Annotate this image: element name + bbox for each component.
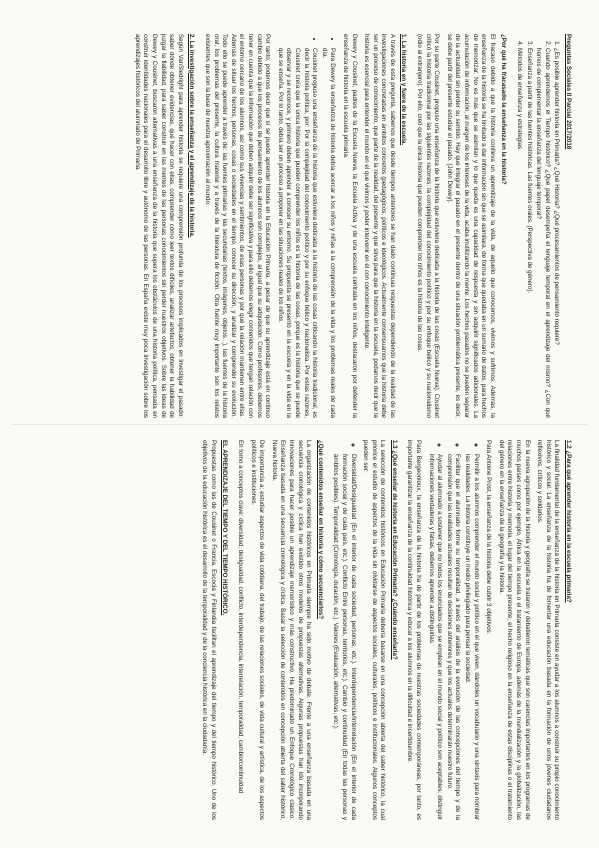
paragraph: Para Antoine Prost, la enseñanza de la historia debe cubrir 3 objetivos: xyxy=(485,440,493,635)
paragraph: La finalidad fundamental de la enseñanza de la historia en Primaria consiste en ayudar a los alumnos a construir su propio conocimiento histórico y social. La enseñanza de la historia ha de fomentar una educación basada en la formación de unos jóvenes ciudadanos reflexivos, críticos y solidarios. xyxy=(536,440,561,820)
left-column xyxy=(19,34,579,418)
paragraph: Por tanto, podemos decir que sí se puede aprender historia en la Educación Primaria, a pesar de que su aprendizaje está en continuo cambio debido a que los procesos de pensamiento de los alumnos son complejos, al igual que su adquisición. Como profesores, debemos tener en cuenta que la información que deben adquirir debe ser significativa y para ello debemos elegir contenidos que tengan relación con el entorno cercano de los alumnos, así como sus vivencias y sentimientos, de esas personas y por qué la relación mantienen entre ellas. Además de situar los hechos, personas, cosas o sociedades en el tiempo, conocer su dirección, y analizar y comprender su evolución. Todo ello se puede aprender a través de: las fuentes primarias y las secundarias (textos, imágenes, objetos...), las fuentes de la historia oral, los problemas del presente, la cultura material y a través de la literatura de ficción. Otra fuente muy importante son los relatos existentes que son la base de nuestra aproximación al mundo. xyxy=(204,34,272,418)
paragraph: En torno a conceptos clave: diversidad, desigualdad, conflicto, interdependencia, interrelación, temporalidad, cambio/continuidad xyxy=(237,440,244,794)
paragraph: Según VanSledright para aprender historia se requiere una comprensión profunda de los procesos implicados en investigar el pasado: saber dónde obtener evidencias, qué hacer con ellas, comprender cómo leer textos difíciles, analizar artefactos, obtener la habilidad de juzgar la fiabilidad, para saber construir en las mentes de las personas conocimientos sin perder nuestros objetivos. Sobre las ideas de Dewey y Cousinet, buscaron alternativas a una enseñanza de la historia que supera los obstáculos de una historia política, pensada en construir identidades nacionales para el desarrollo libre y autónomo de las personas. En España existe muy poca investigación sobre los aprendizajes históricos del alumnado de Primaria. xyxy=(133,34,184,418)
question-item: 3. Enseñanza a partir de las fuentes históricas. Las fuentes orales. (Perspectiva de género). xyxy=(524,48,533,418)
paragraph: Dewey y Cousinet, padres de la Escuela Nueva, la Escuela Activa y de una escuela centrada en los niños, destacaron por defender la enseñanza de historia en la escuela primaria. xyxy=(341,34,358,418)
column-gutter xyxy=(12,424,587,425)
paragraph: Por su parte Cousinet, propuso una enseñanza de la historia que estuviera dedicada a la historia de las cosas (Escuela Nueva). Cousinet criticó la historia tradicional por las siguientes razones: la complejidad del conocimiento político y por su enfoque bélico y su nacionalismo (odio al extranjero). Por ello, creó que la única historia que pueden comprender los niños es la historia de las cosas. xyxy=(416,34,441,418)
objective-item: ◦ Ayudar al alumnado a sostener que no todos los enunciados que se emplean en el mundo social y político son aceptables: distinguir informaciones verdaderas y falsas, debemos aprender a distinguirlas. xyxy=(426,454,443,820)
concept-list xyxy=(331,440,357,820)
paragraph: La selección de contenidos históricos en Educación Primaria debería basarse en una concepción abierta del saber histórico, la cual priorice el estudio de aspectos de la vida sin olvidarse de aspectos sociales, culturales, políticos e institucionales. Algunos conceptos pueden ser: xyxy=(362,440,387,820)
section-heading-tiempo: EL APRENDIZAJE DEL TIEMPO Y DEL TIEMPO HISTÓRICO. xyxy=(221,440,229,616)
paragraph: Para Bergeonioux, la enseñanza de la historia ha de partir de los problemas de nuestras sociedades contemporáneas, por tanto, es importante garantizar la enseñanza de la continuidad histórica y educar a los alumnos en la dificultad e incertidumbre. xyxy=(406,440,423,820)
bullet-item: • Para Dewey la enseñanza de historia debía acercar a los niños y niñas a la comprensión de la vida y los problemas reales de cada día. xyxy=(319,48,336,418)
question-item: 2. Cuando aprendemos el Tiempo histórico? ¿Qué papel desempeña el lenguaje temporal en el aprendizaje del mismo? ¿Con qué hemos de complementar la enseñanza del lenguaje temporal? xyxy=(534,48,551,418)
section-heading-fracaso: ¿Por qué ha fracasado la enseñanza en la historia? xyxy=(500,34,508,185)
question-item: 1. ¿Es posible aprender historia en Primaria? ¿Qué Historia? ¿Qué procesamientos de pensamiento requiere? xyxy=(552,48,561,418)
concept-item: ◦ Diversidad/Desigualdad (En el interior de cada sociedad, personas, etc.). Interdependencia/Interrelación (En el interior de cada formación social y de cada país, etc.). Conflicto Entre personas, territorios, etc.). Cambio y continuidad (En todas las personas y ámbitos posibles). Temporalidad (Cronología, duración, etc.). Valores (Evaluación, alternativas, etc.). xyxy=(331,454,357,820)
section-heading-1-3: 1.3 ¿Qué enseñar de historia en Educación Primaria? ¿Cuándo enseñarla? xyxy=(390,440,398,660)
objective-list xyxy=(426,440,480,820)
paragraph: En la nueva agrupación de la historia y geografía se trataron y debatieron temáticas que son carencias importantes en los programas de muchos países como por ejemplo, África en la escuela o el tratamiento de Europa, además de la mundialización y la globalización, las relaciones entre historia y memoria, el lugar del tiempo presente, el hecho religioso en la enseñanza de estas disciplinas o el tratamiento del género en la enseñanza de la geografía y la historia. xyxy=(497,440,531,820)
right-column xyxy=(19,440,579,820)
section-heading-1: 1. La historia en y fuera de la escuela. xyxy=(400,34,408,146)
section-heading-1-2: 1.2 ¿Para qué aprender historia en la escuela primaria? xyxy=(565,440,572,603)
section-heading-contenidos: ¿Qué contenidos enseñar en historia y cómo secuenciarlos? xyxy=(316,440,324,620)
bullet-item: • Cousinet propuso una enseñanza de la historia que estuviera dedicada a la historia de las cosas criticando la historia tradicional, es decir la historia política, por: Por la complejidad del conocimiento político y por su enfoque bélico y nacionalista. Por estas razones, Cousinet creía que la única historia que pueden comprender los niños es la historia de las cosas, porque es la historia que se puede observar y se reconoce, y primero deben aprender a conocer su entorno. Su propuesta se presentó en la escuela y en la vida en la que se enseña. Por lo tanto, debía ser un proceso a proponer en las situaciones reales de los niños. xyxy=(275,48,318,418)
objective-item: ◦ Permitir a los alumnos comprender el mundo social y político en el que viven, dándoles un vocabulario y una sintaxis para nombrar las realidades. La historia constituye un medio privilegiado para pensar la sociedad. xyxy=(462,454,479,820)
question-item: 4. Métodos de enseñanza y estrategias. xyxy=(514,48,523,418)
paragraph: Propuestas como las de Cousinet o Francia, Escocia y Finlandia facilitan el aprendizaje del tiempo y del tiempo histórico. Uno de los objetivos de la educación histórica es el desarrollo de la temporalidad y de la conciencia histórica en la ciudadanía. xyxy=(201,440,217,820)
bullet-list xyxy=(275,34,336,418)
document-title: Preguntas Sociales II Parcial 2017/2018 xyxy=(565,34,572,150)
section-heading-2: 2. La investigación sobre la enseñanza y el aprendizaje de la historia. xyxy=(188,34,196,238)
question-list xyxy=(514,34,560,418)
paragraph: A través de esta pregunta, sabemos que desde tiempos anteriores se han dado continuas respuestas dependiendo de la realidad de las investigaciones concretadas en ámbitos concretos (pedagógicos, políticos e ideológicos. Actualmente consensuamos que la historia debe ser un proceso de conocimiento, que parte de la realidad, del presente y que sirva para que la historia en la escuela, podamos decir que la historia es esencial para entender el mundo en el que vivimos y poder intervenir en él con conocimiento inteligente. xyxy=(363,34,396,418)
paragraph: La organización de contenidos históricos en Primaria siempre ha sido motivo de debate. Frente a una enseñanza basada en una secuencia cronológica y cíclica han existido otros modelos de propuestas alternativas. Algunas propuestas han ido incorporando innovaciones para hacer posible un aprendizaje memorístico y más constructivo. Ha predominado un Enfoque Cronológico clásico. Enseñanza basada en una secuencia cronológica y cíclica. Basar la selección de contenidos en concepción abierta del saber histórico, Nueva historia. xyxy=(270,440,313,820)
paragraph: De importancia a; estudiar aspectos de vida cotidiana, del trabajo, de las relaciones sociales, de vida cultural y artística, de los aspectos políticos e instituciones. xyxy=(249,440,266,820)
objective-item: ◦ Facilitar que el alumnado forme su temporalidad, a través del análisis de la evolución de las concepciones del tiempo y de la comprensión que las realidades actuales resultan de decisiones anteriores y que los actuales determinarán nuestro futuro. xyxy=(444,454,461,820)
paragraph: El fracaso debido a que la historia conlleva un aprendizaje de la vida, de aquello que conocemos, vivimos y sufrimos. Además, la enseñanza de la historia se ha limitado a dar información sin que se asimilara, de forma que quedaba en un sumario de datos, para hechos de memorizar. No es más que se asimilan y lo que queda es una capacidad de respuesta y sin adquirir significados adicionales. La acumulación de información, al margen de los intereses de la vida, acaba inutilizando la mente. Los hechos pasados no se pueden separar de la actualidad sin perder su sentido. Hay que integrar el pasado en el presente dentro de una situación problemática presente, es decir, se debe partir del presente estudiar el pasado. (John Dewey). xyxy=(445,34,496,418)
